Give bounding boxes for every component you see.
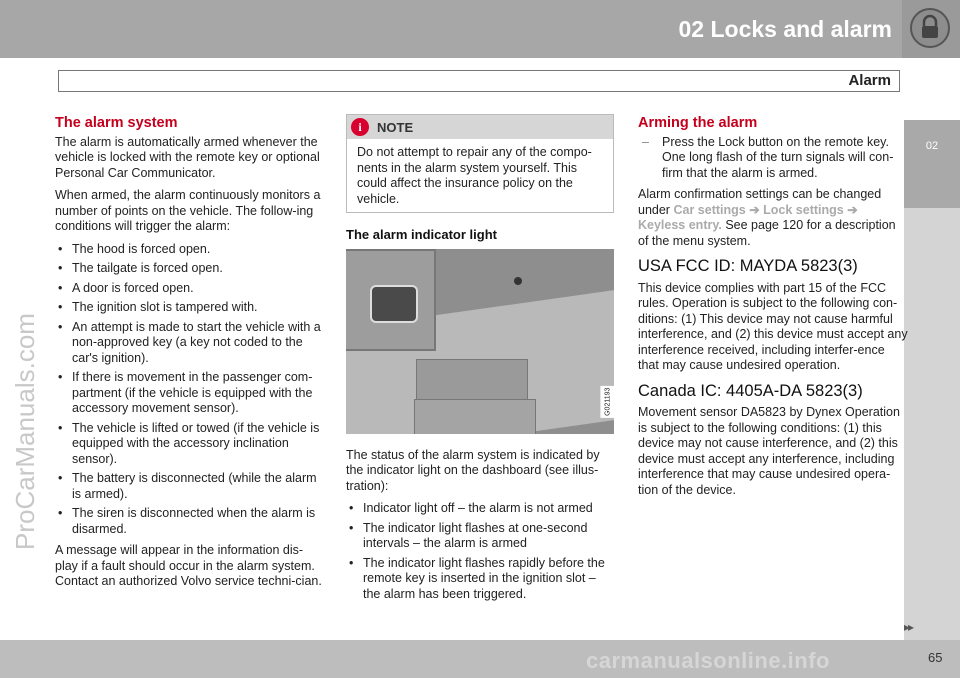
list-item [55,506,323,537]
arrow-icon: ➔ [843,202,858,217]
chapter-tab [904,120,960,208]
list-item-text: Indicator light off – the alarm is not armed [363,501,593,515]
page-number: 65 [928,650,943,665]
inset-window [346,249,436,351]
dashboard-illustration [346,249,614,434]
image-code: G021193 [600,385,614,417]
info-icon: i [351,118,369,136]
paragraph: The status of the alarm system is indicated by the indicator light on the dashboard (see illus-tration): [346,447,600,493]
menu-path-3: Keyless entry. [638,218,722,232]
list-item [55,261,323,277]
list-item [55,242,323,258]
dash-marker: – [642,134,649,149]
list-item [55,320,323,367]
heading-arming-alarm: Arming the alarm [638,115,758,131]
bullet: • [349,501,354,515]
paragraph: This device complies with part 15 of the FCC rules. Operation is subject to the following con-ditions: (1) This device may not cause harmful interference, and (2) this device must accept any interference received, including interfer-ence that may cause undesired operation. [638,280,908,372]
side-strip [904,208,960,640]
indicator-light-icon [370,285,418,323]
lock-icon [910,8,950,48]
chapter-title: 02 Locks and alarm [678,16,892,42]
procedure-step [638,135,908,182]
list-item-text: The siren is disconnected when the alarm is disarmed. [72,506,316,536]
note-header [347,115,613,139]
note-box [346,114,614,213]
paragraph [638,187,908,249]
bullet: • [58,319,63,334]
list-item [55,300,323,316]
footer-watermark: carmanualsonline.info [586,648,830,673]
chapter-tab-label: 02 [925,140,939,152]
column-3 [638,114,908,505]
padlock-icon [912,10,948,46]
bullet: • [349,555,354,570]
note-label: NOTE [377,120,414,135]
list-item [55,281,323,297]
list-item-text: The battery is disconnected (while the alarm is armed). [72,471,317,501]
section-title: Alarm [848,72,891,89]
column-2 [346,114,614,608]
list-item-text: The tailgate is forced open. [72,261,223,275]
list-item [346,556,614,603]
bullet: • [349,520,354,535]
list-item [55,370,323,417]
list-item-text: If there is movement in the passenger com-partment (if the vehicle is equipped with the accessory movement sensor). [72,370,313,415]
heading-indicator-light: The alarm indicator light [346,227,497,242]
status-list [346,501,614,602]
list-item-text: The indicator light flashes at one-second intervals – the alarm is armed [363,520,588,550]
bullet: • [58,506,63,520]
arrow-icon: ➔ [745,202,764,217]
list-item-text: The ignition slot is tampered with. [72,300,258,314]
heading-fcc: USA FCC ID: MAYDA 5823(3) [638,257,858,275]
list-item [346,501,614,517]
bullet: • [58,300,63,314]
heading-canada-ic: Canada IC: 4405A-DA 5823(3) [638,381,863,400]
list-item-text: The hood is forced open. [72,241,211,256]
list-item [55,471,323,502]
bullet: • [58,261,63,275]
bullet: • [58,241,63,256]
list-item [346,521,614,552]
text: See page 120 for a description of the menu system. [638,218,896,248]
radio-shape [414,399,536,434]
note-text: Do not attempt to repair any of the compo-nents in the alarm system yourself. This could affect the insurance policy on the vehicle. [357,145,592,206]
bullet: • [58,420,63,435]
indicator-dot [514,277,522,285]
section-header [58,70,900,92]
trigger-list [55,242,323,538]
list-item-text: The vehicle is lifted or towed (if the vehicle is equipped with the accessory inclination sensor). [72,420,320,466]
menu-path-2: Lock settings [763,202,844,217]
side-watermark: ProCarManuals.com [10,313,40,550]
next-page-icon: ▸▸ [904,620,913,634]
vents-shape [416,359,528,401]
paragraph: When armed, the alarm continuously monitors a number of points on the vehicle. The follow-ing conditions will trigger the alarm: [55,188,321,233]
paragraph: A message will appear in the information dis-play if a fault should occur in the alarm system. Contact an authorized Volvo service techni-cian. [55,543,322,588]
menu-path-1: Car settings [673,202,746,217]
heading-alarm-system: The alarm system [55,115,178,131]
paragraph: Movement sensor DA5823 by Dynex Operation is subject to the following conditions: (1) this device may not cause interference, and (2) this device must accept any interference, including interference that may cause undesired opera-tion of the device. [638,405,900,497]
lock-icon-tile [902,0,960,58]
list-item [55,421,323,468]
text: Alarm confirmation settings can be changed under [638,187,882,217]
column-1 [55,114,323,597]
header-bar [0,0,960,58]
procedure-step-text: Press the Lock button on the remote key. One long flash of the turn signals will con-firm that the alarm is armed. [662,134,894,180]
bullet: • [58,471,63,485]
list-item-text: An attempt is made to start the vehicle with a non-approved key (a key not coded to the car's ignition). [72,319,321,365]
bullet: • [58,280,63,295]
list-item-text: The indicator light flashes rapidly before the remote key is inserted in the ignition slot – the alarm has been triggered. [363,555,605,601]
bullet: • [58,370,63,384]
paragraph: The alarm is automatically armed whenever the vehicle is locked with the remote key or optional Personal Car Communicator. [55,134,320,180]
list-item-text: A door is forced open. [72,280,194,295]
